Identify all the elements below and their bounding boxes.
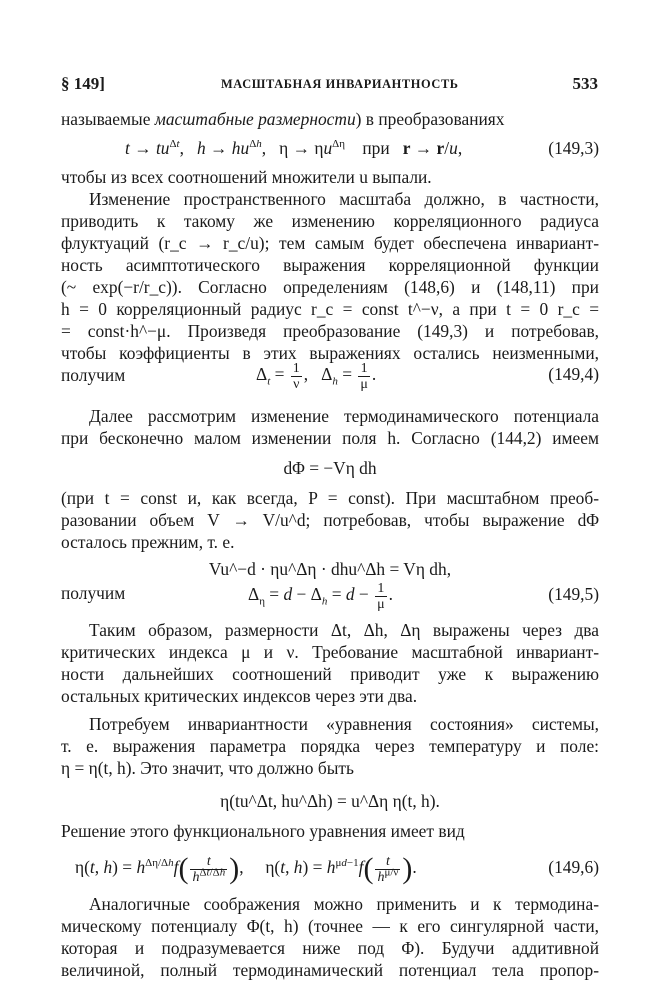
text-line: при бесконечно малом изменении поля h. Согласно (144,2) имеем: [61, 428, 599, 448]
equation-149-4: $\Delta_t$ = $\frac{1}{\nu}$ , $\Delta_h$ = $\frac{1}{\mu}$ .: [256, 360, 377, 392]
equation-vu: Vu^−d · ηu^Δη · dhu^Δh = Vη dh,: [208, 559, 452, 579]
running-header: [61, 74, 598, 96]
text-line: мическому потенциалу Φ(t, h) (точнее — к его сингулярной части,: [61, 916, 599, 936]
text-line: чтобы из всех соотношений множители u выпали.: [61, 167, 432, 187]
text-line: разовании объем V → V/u^d; потребовав, чтобы выражение dΦ: [61, 510, 599, 530]
text-line: получим: [61, 365, 126, 385]
text-line: критических индекса μ и ν. Требование масштабной инвариант-: [61, 642, 599, 662]
text-line: называемые масштабные размерности) в преобразованиях: [61, 109, 505, 129]
equation-number: (149,5): [548, 584, 599, 604]
text-line: остальных критических индексов через эти два.: [61, 686, 418, 706]
text-line: = const·h^−μ. Произведя преобразование (149,3) и потребовав,: [61, 321, 599, 341]
text-line: Таким образом, размерности Δt, Δh, Δη выражены через два: [89, 620, 599, 640]
text-line: Потребуем инвариантности «уравнения состояния» системы,: [89, 714, 599, 734]
text-line: Аналогичные соображения можно применить и к термодина-: [89, 894, 599, 914]
text-line: осталось прежним, т. е.: [61, 532, 235, 552]
equation-number: (149,4): [548, 364, 599, 384]
equation-149-3: $t \to tu^{\Delta t}$, $h \to hu^{\Delta h}$, $\eta \to \eta u^{\Delta\eta}$ при r → r/u,: [125, 138, 463, 158]
equation-149-5: $\Delta_\eta = d - \Delta_h = d$ − $\frac{1}{\mu}$ .: [248, 580, 393, 612]
text-line: флуктуаций (r_c → r_c/u); тем самым будет обеспечена инвариант-: [61, 233, 599, 253]
page-number: 533: [572, 74, 598, 93]
text-line: которая и подразумевается ниже под Φ). Будучи аддитивной: [61, 938, 599, 958]
equation-dphi: dΦ = −Vη dh: [283, 458, 377, 478]
equation-number: (149,6): [548, 857, 599, 877]
text-line: η = η(t, h). Это значит, что должно быть: [61, 758, 354, 778]
text-line: величиной, полный термодинамический потенциал тела пропор-: [61, 960, 599, 980]
text-line: h = 0 корреляционный радиус r_c = const t^−ν, а при t = 0 r_c =: [61, 299, 599, 319]
text-line: чтобы коэффициенты в этих выражениях остались неизменными,: [61, 343, 599, 363]
section-number: § 149]: [61, 74, 105, 93]
running-title: МАСШТАБНАЯ ИНВАРИАНТНОСТЬ: [221, 77, 459, 91]
text-line: Изменение пространственного масштаба должно, в частности,: [89, 189, 599, 209]
equation-149-6: η(t, $h) = h^{\Delta\eta/\Delta h}f$( $\frac{t}{h^{\Delta t/\Delta h}}$ ), η(t, $h) = h^{\mu d-1}f$( $\frac{t}{h^{\mu/\nu}}$ ).: [75, 852, 417, 885]
text-line: Решение этого функционального уравнения имеет вид: [61, 821, 465, 841]
text-line: Далее рассмотрим изменение термодинамического потенциала: [89, 406, 599, 426]
text-line: приводить к такому же изменению корреляционного радиуса: [61, 211, 599, 231]
text-line: получим: [61, 583, 126, 603]
text-line: ности дальнейших соотношений приводит уже к выражению: [61, 664, 599, 684]
text-line: ность асимптотического выражения корреляционной функции: [61, 255, 599, 275]
equation-number: (149,3): [548, 138, 599, 158]
text-line: т. е. выражения параметра порядка через температуру и поле:: [61, 736, 599, 756]
text-line: (~ exp(−r/r_c)). Согласно определениям (148,6) и (148,11) при: [61, 277, 599, 297]
equation-invariance: η(tu^Δt, hu^Δh) = u^Δη η(t, h).: [220, 791, 440, 811]
text-line: (при t = const и, как всегда, P = const). При масштабном преоб-: [61, 488, 599, 508]
